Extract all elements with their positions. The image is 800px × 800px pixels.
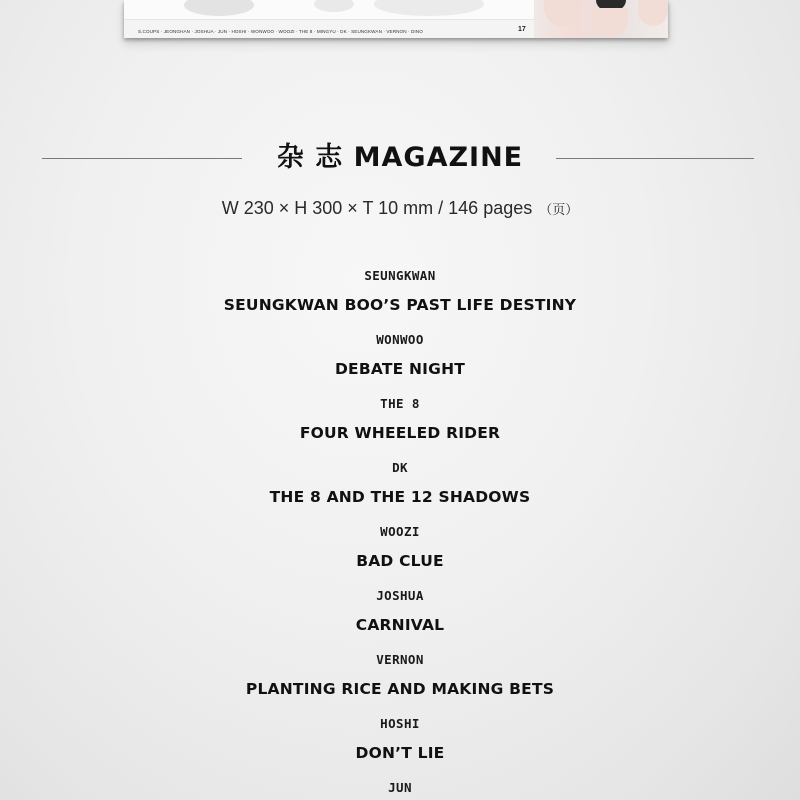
story-title: DEBATE NIGHT xyxy=(334,360,466,378)
story-title: CARNIVAL xyxy=(355,616,445,634)
contents-entry xyxy=(0,522,800,586)
member-name: DK xyxy=(392,460,408,475)
member-name: VERNON xyxy=(376,652,424,667)
section-title: 杂 志 MAGAZINE xyxy=(276,142,524,173)
photo-face-shape xyxy=(638,0,668,26)
magazine-photo xyxy=(124,0,668,38)
contents-entry xyxy=(0,714,800,778)
member-name: JOSHUA xyxy=(376,588,424,603)
contents-entry xyxy=(0,650,800,714)
contents-entry xyxy=(0,330,800,394)
photo-shadow-shape xyxy=(314,0,354,12)
group-logo: 17 xyxy=(518,26,526,33)
photo-face-shape xyxy=(592,8,628,38)
story-title: SEUNGKWAN BOO’S PAST LIFE DESTINY xyxy=(223,296,577,314)
story-title: PLANTING RICE AND MAKING BETS xyxy=(245,680,555,698)
cover-photo-section xyxy=(534,0,668,38)
contents-list xyxy=(0,266,800,800)
story-title: FOUR WHEELED RIDER xyxy=(299,424,501,442)
contents-entry xyxy=(0,778,800,800)
story-title: BAD CLUE xyxy=(356,552,444,570)
specs-text: W 230 × H 300 × T 10 mm / 146 pages xyxy=(221,198,533,218)
member-name: SEUNGKWAN xyxy=(364,268,436,283)
member-name: THE 8 xyxy=(380,396,420,411)
photo-face-shape xyxy=(544,0,580,26)
member-name: WONWOO xyxy=(376,332,424,347)
member-name: JUN xyxy=(388,780,412,795)
contents-entry xyxy=(0,586,800,650)
story-title: DON’T LIE xyxy=(355,744,445,762)
member-names-strip: S.COUPS · JEONGHAN · JOSHUA · JUN · HOSHI · WONWOO · WOOZI · THE 8 · MINGYU · DK · SEUNGKWAN · VERNON · DINO xyxy=(138,29,423,34)
photo-shadow-shape xyxy=(184,0,254,16)
member-name: HOSHI xyxy=(380,716,420,731)
contents-entry xyxy=(0,394,800,458)
photo-shadow-shape xyxy=(374,0,484,16)
magazine-specs xyxy=(0,196,800,222)
contents-entry xyxy=(0,266,800,330)
story-title: THE 8 AND THE 12 SHADOWS xyxy=(269,488,531,506)
contents-entry xyxy=(0,458,800,522)
specs-suffix: （页） xyxy=(539,202,579,217)
member-name: WOOZI xyxy=(380,524,420,539)
